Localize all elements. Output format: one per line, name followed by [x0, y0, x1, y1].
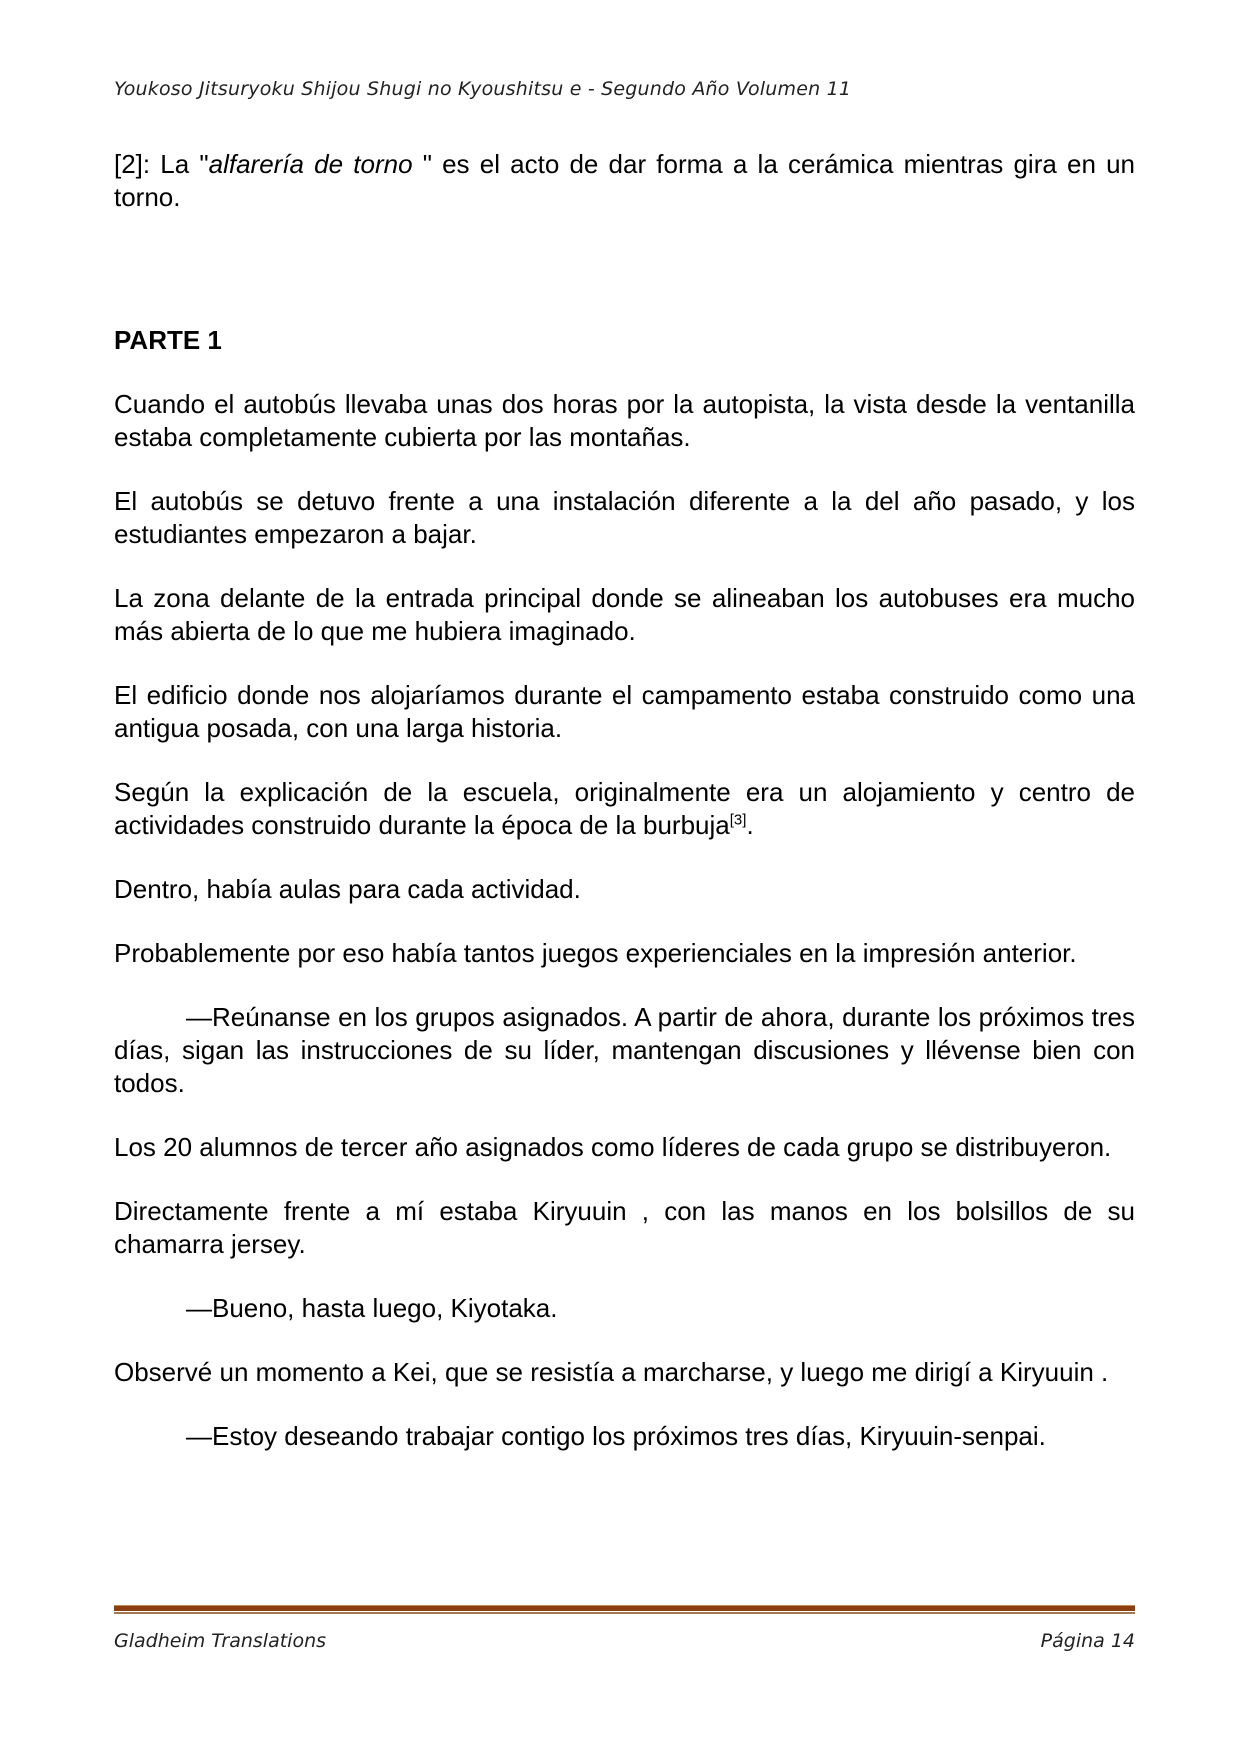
page-body — [114, 148, 1135, 1484]
section-title: PARTE 1 — [114, 325, 222, 355]
paragraph: El edificio donde nos alojaríamos durante el campamento estaba construido como una antigua posada, con una larga historia. — [114, 680, 1135, 743]
footer-divider — [114, 1605, 1135, 1615]
paragraph: Observé un momento a Kei, que se resistía a marcharse, y luego me dirigí a Kiryuuin . — [114, 1357, 1109, 1387]
dialogue-paragraph: —Reúnanse en los grupos asignados. A partir de ahora, durante los próximos tres días, sigan las instrucciones de su líder, mantengan discusiones y llévense bien con todos. — [114, 1002, 1135, 1098]
footnote-suffix: " es el acto de dar forma a la cerámica mientras gira en un torno. — [114, 149, 1135, 212]
paragraph: El autobús se detuvo frente a una instalación diferente a la del año pasado, y los estudiantes empezaron a bajar. — [114, 486, 1135, 549]
paragraph-text: Según la explicación de la escuela, originalmente era un alojamiento y centro de actividades construido durante la época de la burbuja — [114, 777, 1135, 840]
dialogue-paragraph: —Bueno, hasta luego, Kiyotaka. — [186, 1293, 558, 1323]
paragraph: Dentro, había aulas para cada actividad. — [114, 874, 581, 904]
footer-translator: Gladheim Translations — [114, 1630, 327, 1652]
paragraph: Cuando el autobús llevaba unas dos horas por la autopista, la vista desde la ventanilla estaba completamente cubierta por las montañas. — [114, 389, 1135, 452]
footnote-prefix: [2]: La " — [114, 149, 209, 179]
paragraph-end: . — [746, 810, 754, 840]
paragraph: Los 20 alumnos de tercer año asignados como líderes de cada grupo se distribuyeron. — [114, 1132, 1112, 1162]
paragraph: La zona delante de la entrada principal donde se alineaban los autobuses era mucho más abierta de lo que me hubiera imaginado. — [114, 583, 1135, 646]
footnote-reference[interactable]: [3] — [729, 811, 747, 829]
paragraph: Probablemente por eso había tantos juegos experienciales en la impresión anterior. — [114, 938, 1077, 968]
footnote — [114, 148, 1135, 214]
paragraph: Directamente frente a mí estaba Kiryuuin , con las manos en los bolsillos de su chamarra jersey. — [114, 1196, 1135, 1259]
footnote-italic-term: alfarería de torno — [208, 149, 413, 179]
dialogue-paragraph: —Estoy deseando trabajar contigo los próximos tres días, Kiryuuin-senpai. — [186, 1421, 1046, 1451]
running-header: Youkoso Jitsuryoku Shijou Shugi no Kyoushitsu e - Segundo Año Volumen 11 — [114, 78, 852, 100]
paragraph-with-reference — [114, 776, 1135, 842]
page-number: Página 14 — [1040, 1630, 1135, 1652]
